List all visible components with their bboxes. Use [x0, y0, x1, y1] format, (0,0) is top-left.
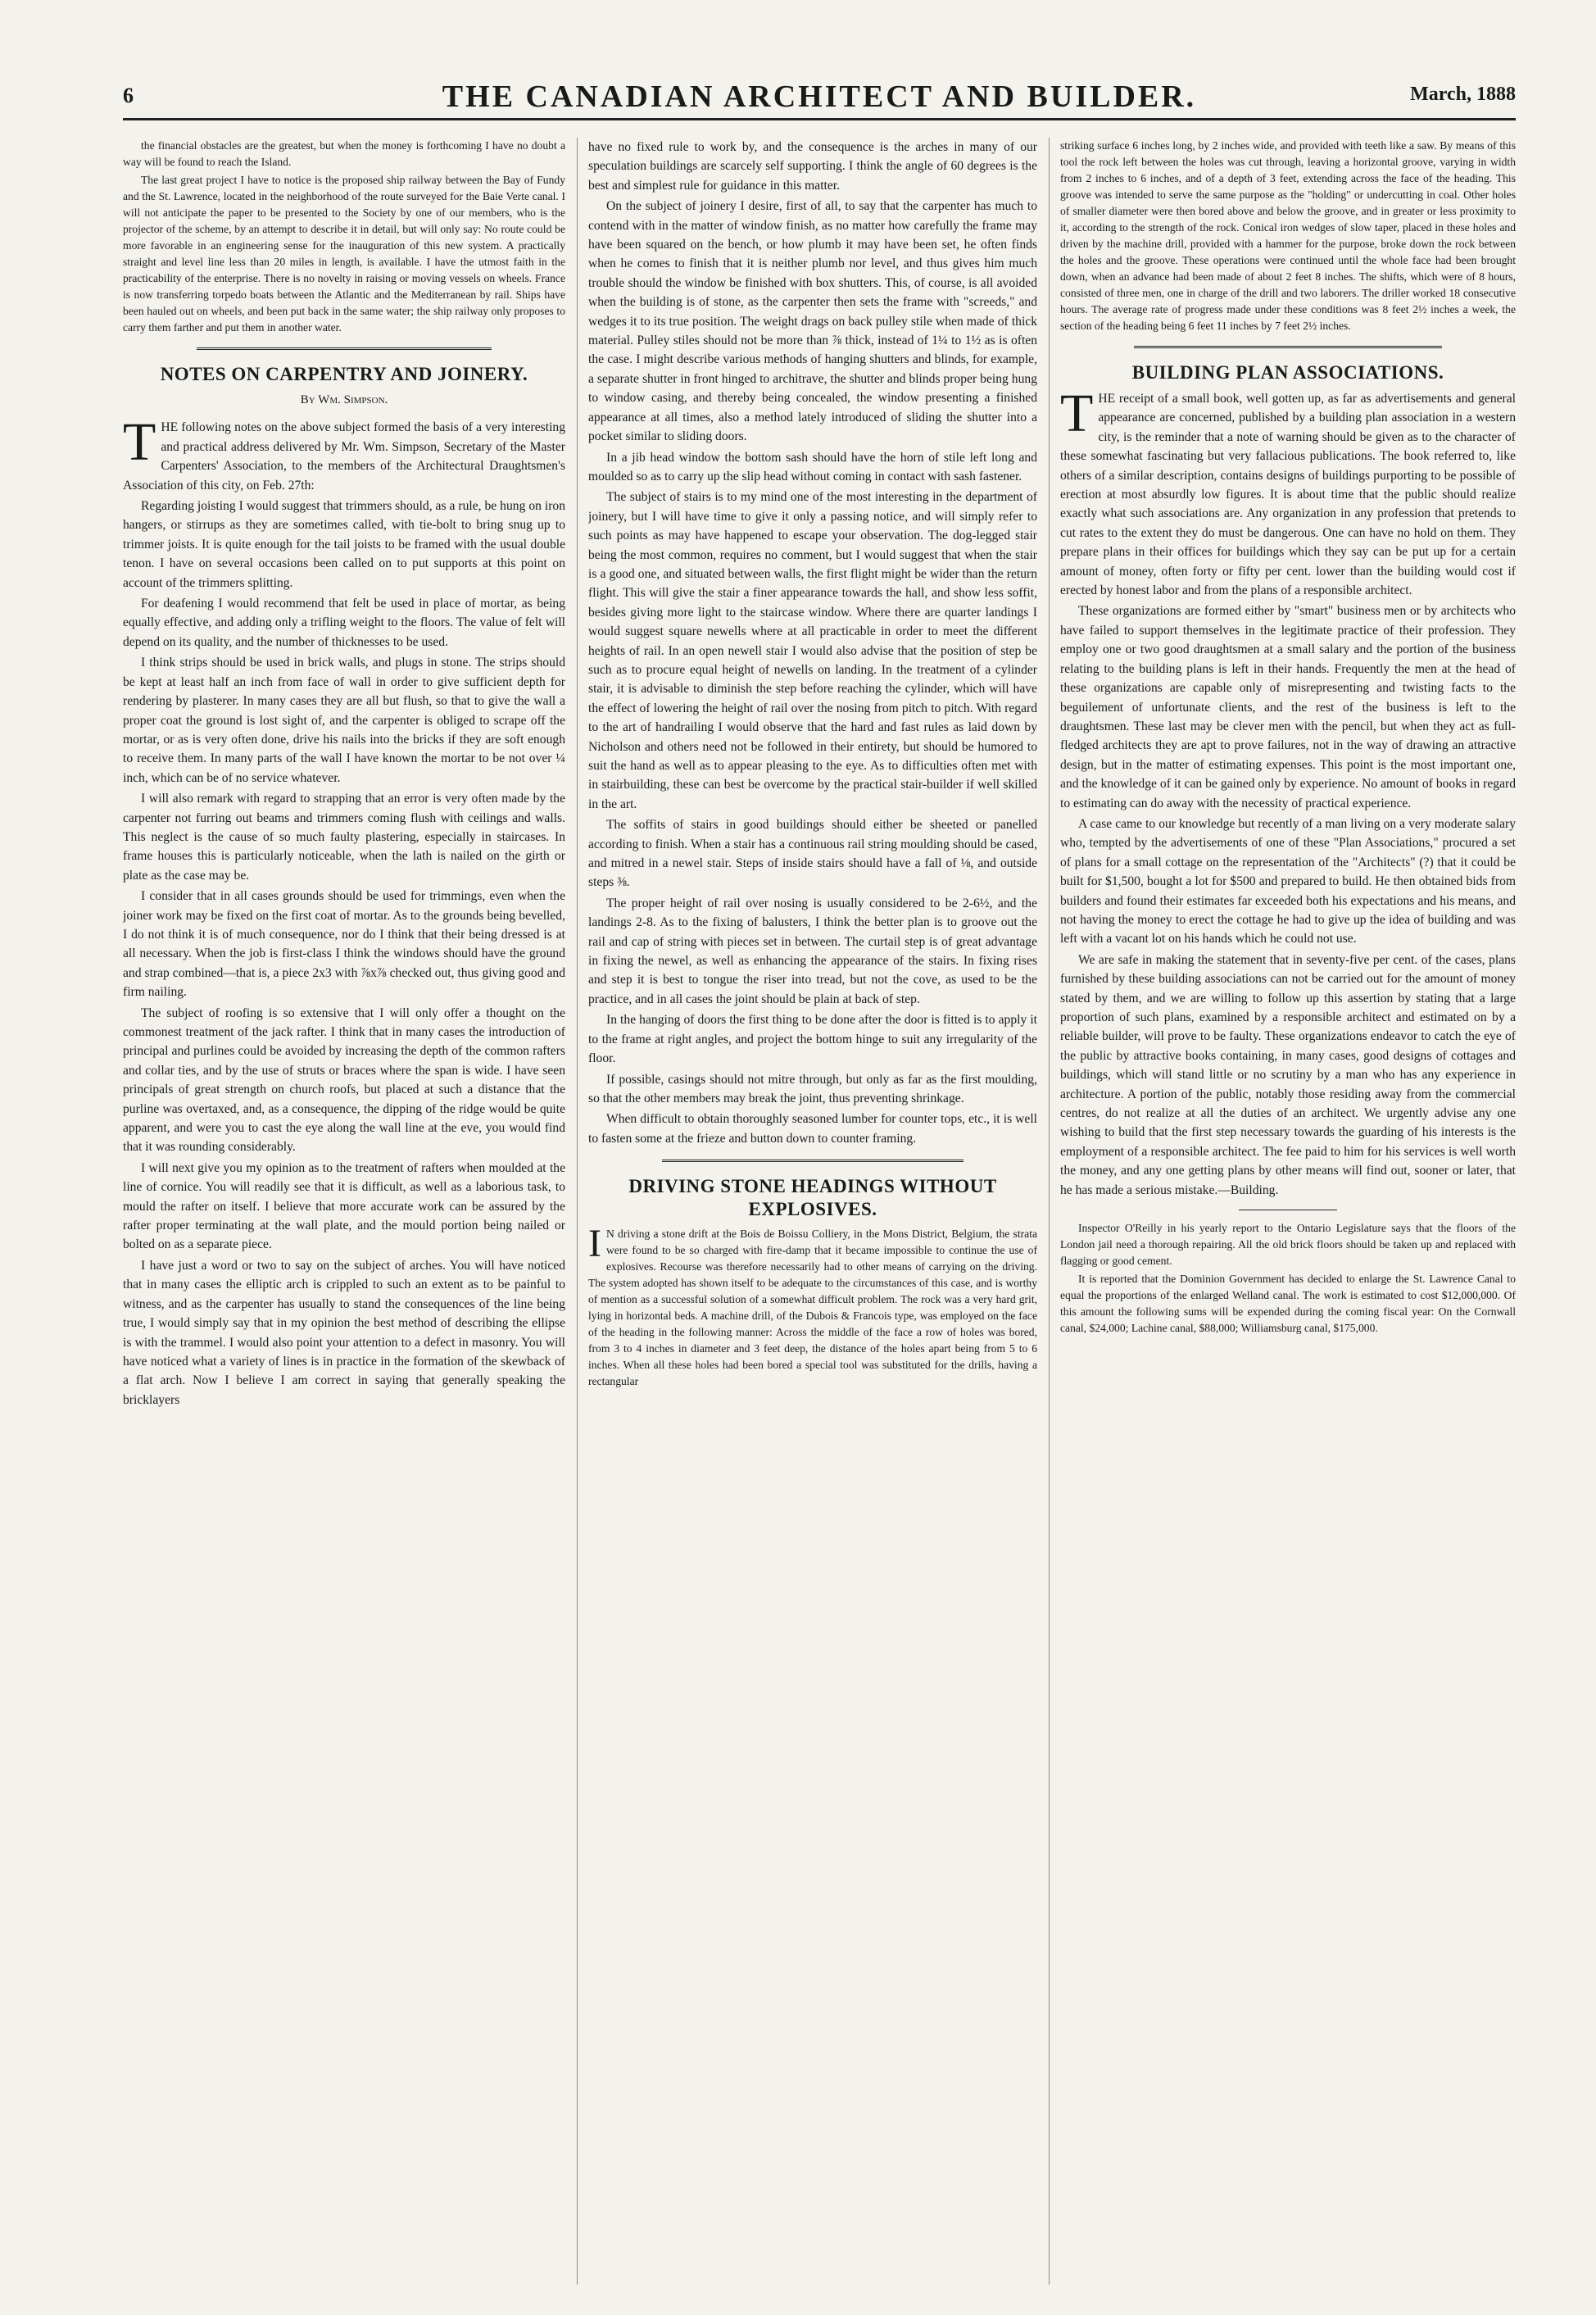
lead-paragraph — [1060, 384, 1516, 600]
article-heading: NOTES ON CARPENTRY AND JOINERY. — [160, 364, 528, 384]
paragraph: When difficult to obtain thoroughly seasoned lumber for counter tops, etc., it is well to fasten some at the frieze and button down to counter framing. — [588, 1112, 1037, 1146]
lead-paragraph — [123, 412, 565, 495]
paragraph: have no fixed rule to work by, and the consequence is the arches in many of our speculation buildings are scarcely self supporting. I think the angle of 60 degrees is the best and simplest rule for guidance in this matter. — [588, 140, 1037, 193]
paragraph: I will also remark with regard to strapping that an error is very often made by the carpenter not furring out beams and trimmers coming flush with ceilings and walls. This neglect is the cause of so much faulty plastering, especially in staircases. In frame houses this is particularly noticeable, when the lath is nailed on the girth or plate as the case may be. — [123, 792, 565, 883]
issue-date: March, 1888 — [1410, 84, 1516, 105]
page-number: 6 — [123, 84, 134, 107]
paragraph: On the subject of joinery I desire, first of all, to say that the carpenter has much to contend with in the matter of window finish, as no matter how carefully the frame may have been squared on the bench, or how plumb it may have been set, he often finds when he comes to finish that it is neither plumb nor level, and thus gives him much trouble should the window be finished with box shutters. This, of course, is all avoided when the building is of stone, as the carpenter then sets the frame with "screeds," and wedges it to its true position. The weight drags on back pulley stile when made of thick material. Pulley stiles should not be more than ⅞ thick, instead of 1¼ to 1½ as is often the case. I might describe various methods of hanging shutters and blinds, for example, a separate shutter in front hinged to architrave, the shutter and blinds proper being hung to window casing, and thereby being concealed, the window presenting a finished appearance at all times, also a method lately introduced of sliding the shutter into a pocket similar to sliding doors. — [588, 199, 1037, 444]
paragraph: I think strips should be used in brick walls, and plugs in stone. The strips should be kept at least half an inch from face of wall in order to give sufficient depth for rendering by plasterer. In many cases they are all but flush, so that to give the wall a proper coat the ground is lost sight of, and the carpenter is obliged to scrape off the mortar, or as is very often done, drive his nails into the bricks if they are soft enough to receive them. In many parts of the wall I have known the mortar to be not over ¼ inch, which can be of no service whatever. — [123, 656, 565, 785]
paragraph: The proper height of rail over nosing is usually considered to be 2-6½, and the landings 2-8. As to the fixing of balusters, I think the better plan is to groove out the rail and cap of string with pieces set in between. The curtail step is of great advantage in fixing the newel, as well as enhancing the appearance of the stairs. In fixing rises and step it is best to tongue the riser into tread, but not the cove, as used to be the practice, and in all cases the joint should be plain at back of step. — [588, 896, 1037, 1006]
paragraph: A case came to our knowledge but recently of a man living on a very moderate salary who, tempted by the advertisements of one of these "Plan Associations," procured a set of plans for a small cottage on the representation of the "Architects" (?) that it could be built for $1,500, bought a lot for $500 and prepared to build. He then obtained bids from builders and found their estimates far exceeded both his expectations and his means, and not having the money to erect the cottage he had to give up the idea of building and was left with a vacant lot on his hands which he could not use. — [1060, 816, 1516, 946]
paragraph: These organizations are formed either by "smart" business men or by architects who have failed to support themselves in the legitimate practice of their profession. They employ one or two good draughtsmen at a small salary and the portion of the business relating to the building plans is left in their hands. Frequently the men at the head of these organizations are capable only of misrepresenting and twisting facts to the beguilement of unfortunate clients, and the rest of the business is left to the draughtsmen. These last may be clever men with the pencil, but when they act as full-fledged architects they are apt to prove failures, not in the way of drawing an attractive design, but in the matter of estimating expenses. This point is the most important one, and the knowledge of it can be gained only by experience. No amount of books in regard to estimating can do away with the necessity of practical experience. — [1060, 604, 1516, 810]
lead-paragraph — [588, 1222, 1037, 1390]
paragraph: I consider that in all cases grounds should be used for trimmings, even when the joiner work may be fixed on the first coat of mortar. As to the grounds being bevelled, I do not think it is of much consequence, nor do I think that their being dressed is at all necessary. When the job is first-class I think the windows should have the ground and strap combined—that is, a piece 2x3 with ⅞x⅞ checked out, thus giving good and firm nailing. — [123, 889, 565, 1000]
section-divider — [662, 1160, 963, 1162]
paragraph: I have just a word or two to say on the subject of arches. You will have noticed that in many cases the elliptic arch is crippled to such an extent as to be painful to witness, and as the carpenter has usually to stand the consequences of the line being true, I would simply say that in my opinion the best method of describing the ellipse is with the trammel. I would also point your attention to a defect in masonry. You will have noticed what a variety of lines is in practice in the formation of the skewback of a flat arch. Now I believe I am correct in saying that generally speaking the bricklayers — [123, 1258, 565, 1407]
news-note: It is reported that the Dominion Government has decided to enlarge the St. Lawrence Canal to equal the proportions of the enlarged Welland canal. The work is estimated to cost $12,000,000. Of this amount the following sums will be expended during the coming fiscal year: On the Cornwall canal, $24,000; Lachine canal, $88,000; Williamsburg canal, $175,000. — [1060, 1273, 1516, 1335]
byline: By Wm. Simpson. — [300, 393, 388, 406]
column-rule — [1049, 138, 1050, 2285]
paragraph: Regarding joisting I would suggest that trimmers should, as a rule, be hung on iron hangers, or stirrups as they are sometimes called, with tie-bolt to bring snug up to trimmer joists. It is quite enough for the tail joists to be framed with the usual double tenon. I have on several occasions been called on to put supports at this point on account of the trimmers splitting. — [123, 499, 565, 590]
drop-cap: T — [1060, 384, 1094, 443]
paragraph: In the hanging of doors the first thing to be done after the door is fitted is to apply it to the frame at right angles, and project the bottom hinge to suit any irregularity of the floor. — [588, 1013, 1037, 1066]
column-3 — [1060, 138, 1516, 2285]
paragraph: I will next give you my opinion as to the treatment of rafters when moulded at the line of cornice. You will readily see that it is difficult, as well as a laborious task, to mould the rafter on itself. I believe that more accurate work can be assured by the rafter proper terminating at the wall plate, and the mould portion being nailed or bolted on as a separate piece. — [123, 1160, 565, 1252]
paragraph: In a jib head window the bottom sash should have the horn of stile left long and moulded so as to carry up the slip head without coming in contact with sash fastener. — [588, 450, 1037, 483]
paragraph: striking surface 6 inches long, by 2 inches wide, and provided with teeth like a saw. By means of this tool the rock left between the holes was cut through, leaving a horizontal groove, varying in width from 2 inches to 6 inches, and of a depth of 3 feet, extending across the face of the heading. This groove was intended to serve the same purpose as the "holding" or undercutting in coal. Other holes of smaller diameter were then bored above and below the groove, and in greater or less proximity to it, according to the strength of the rock. Conical iron wedges of slow taper, placed in these holes and driven by the machine drill, provided with a hammer for the purpose, broke down the rock between the holes and the groove. These operations were continued until the whole face had been brought down, when an advance had been made of about 2 feet 8 inches. The shifts, which were of 8 hours, consisted of three men, one in charge of the drill and two laborers. The driller worked 18 consecutive hours. The average rate of progress made under these conditions was 8 feet 2½ inches a week, the section of the heading being 6 feet 11 inches by 7 feet 2½ inches. — [1060, 139, 1516, 332]
paragraph: The soffits of stairs in good buildings should either be sheeted or panelled according to finish. When a stair has a continuous rail string moulding should be cased, and mitred in a newel stair. Steps of inside stairs should have a fall of ⅛, and outside steps ⅜. — [588, 818, 1037, 890]
section-divider — [197, 347, 492, 350]
article-heading: DRIVING STONE HEADINGS WITHOUT EXPLOSIVES. — [628, 1176, 997, 1220]
paragraph: The subject of roofing is so extensive that I will only offer a thought on the commonest treatment of the jack rafter. I think that in many cases the introduction of principal and purlines could be avoided by increasing the depth of the common rafters and collar ties, and by the use of struts or braces where the span is wide. I have seen principals of great strength on church roofs, but placed at such a distance that the purline was overtaxed, and, as a consequence, the dipping of the ridge would be quite apparent, and were you to cast the eye along the wall line at the eve, you would find that it was rounding considerably. — [123, 1005, 565, 1155]
drop-cap: I — [588, 1222, 601, 1266]
masthead — [123, 72, 1516, 120]
drop-cap: T — [123, 412, 156, 473]
paragraph: the financial obstacles are the greatest, but when the money is forthcoming I have no doubt a way will be found to reach the Island. — [123, 139, 565, 168]
article-heading: BUILDING PLAN ASSOCIATIONS. — [1131, 362, 1444, 383]
lead-text: HE receipt of a small book, well gotten up, as far as advertisements and general appearance are concerned, published by a building plan association in a western city, is the reminder that a note of warning should be given as to the character of these somewhat fascinating but very fallacious publications. The book referred to, like others of a similar description, contains designs of buildings purporting to be possible of erection at most absurdly low figures. It is about time that the public should realize exactly what such associations are. Any organization in any profession that pretends to cut rates to the extent they do must be dangerous. One can have no hold on them. They prepare plans in their offices for buildings which they say can be put up for a certain amount of money, often forty or fifty per cent. lower than the building would cost if erected by honest labor and from the plans of a responsible architect. — [1060, 392, 1516, 598]
news-note: Inspector O'Reilly in his yearly report to the Ontario Legislature says that the floors of the London jail need a thorough repairing. All the old brick floors should be taken up and replaced with flagging or good cement. — [1060, 1222, 1516, 1268]
paragraph: The subject of stairs is to my mind one of the most interesting in the department of joinery, but I will have time to give it only a passing notice, and will simply refer to such points as may have happened to escape your observation. The dog-legged stair being the most common, requires no comment, but I would suggest that when the stair is a good one, and situated between walls, the first flight might be wider than the return flight. This will give the stair a finer appearance towards the hall, and show less soffit, besides giving more light to the staircase window. Where there are quarter landings I would suggest square newells where at all practicable in order to meet the different heights of rail. In an open newell stair I would also advise that the position of step be such as to procure equal height of newells on landing. In the treatment of a cylinder stair, it is advisable to diminish the step before reaching the cylinder, which will have the effect of lowering the height of rail over the nosing from pitch to pitch. With regard to the art of handrailing I would observe that the hard and fast rules as laid down by Nicholson and others need not be followed in their entirety, but should be humored to suit the hand as well as to appear pleasing to the eye. As to difficulties often met with in stairbuilding, these can best be overcome by the practical stair-builder if well skilled in the art. — [588, 490, 1037, 811]
paragraph: For deafening I would recommend that felt be used in place of mortar, as being equally effective, and adding only a trifling weight to the floors. The value of felt will depend on its quality, and the number of thicknesses to be used. — [123, 597, 565, 649]
column-rule — [577, 138, 578, 2285]
lead-text: HE following notes on the above subject formed the basis of a very interesting and practical address delivered by Mr. Wm. Simpson, Secretary of the Master Carpenters' Association, to the members of the Architectural Draughtsmen's Association of this city, on Feb. 27th: — [123, 420, 565, 493]
column-2 — [588, 138, 1037, 2285]
paragraph: We are safe in making the statement that in seventy-five per cent. of the cases, plans furnished by these building associations can not be carried out for the amount of money stated by them, and we are willing to follow up this assertion by stating that a large proportion of such plans, examined by a responsible architect and estimated on by a reliable builder, will prove to be faulty. These organizations endeavor to catch the eye of the public by attractive books containing, in many cases, good designs of cottages and buildings, which will stand little or no scrutiny by a man who has any experience in architecture. A portion of the public, notably those residing away from the commercial centres, do not realize at all the duties of an architect. We urgently advise any one wishing to build that the first step necessary towards the guarding of his interests is the employment of a responsible architect. The fee paid to him for his services is well worth the money, and any one getting plans by other means will find out, sooner or later, that he has made a serious mistake.—Building. — [1060, 952, 1516, 1197]
lead-text: N driving a stone drift at the Bois de Boissu Colliery, in the Mons District, Belgium, the strata were found to be so charged with fire-damp that it became impossible to continue the use of explosives. Recourse was therefore necessarily had to other means of carrying on the driving. The system adopted has shown itself to be adequate to the circumstances of this case, and is worthy of mention as a successful solution of a somewhat difficult problem. The rock was a very hard grit, lying in horizontal beds. A machine drill, of the Dubois & Francois type, was employed on the face of the heading in the following manner: Across the middle of the face a row of holes was bored, from 3 to 4 inches in diameter and 3 feet deep, the distance of the holes apart being from 5 to 6 inches. When all these holes had been bored a special tool was substituted for the drills, having a rectangular — [588, 1228, 1037, 1388]
paragraph: If possible, casings should not mitre through, but only as far as the first moulding, so that the other members may break the joint, thus preventing shrinkage. — [588, 1072, 1037, 1105]
publication-title: THE CANADIAN ARCHITECT AND BUILDER. — [442, 79, 1197, 114]
paragraph: The last great project I have to notice is the proposed ship railway between the Bay of Fundy and the St. Lawrence, located in the neighborhood of the route surveyed for the Baie Verte canal. I will not anticipate the paper to be presented to the Society by one of our members, who is the projector of the scheme, by an attempt to describe it in detail, but will only say: No route could be more favorable in an engineering sense for the inauguration of this new system. A practically straight and level line less than 20 miles in length, is available. I have the utmost faith in the practicability of the enterprise. There is no novelty in raising or moving vessels on wheels. France is now transferring torpedo boats between the Atlantic and the Mediterranean by rail. Ships have been hauled out on wheels, and been put back in the same water; the ship railway only proposes to carry them farther and put them in another water. — [123, 174, 565, 334]
column-1 — [123, 138, 565, 2285]
section-divider — [1134, 346, 1442, 348]
